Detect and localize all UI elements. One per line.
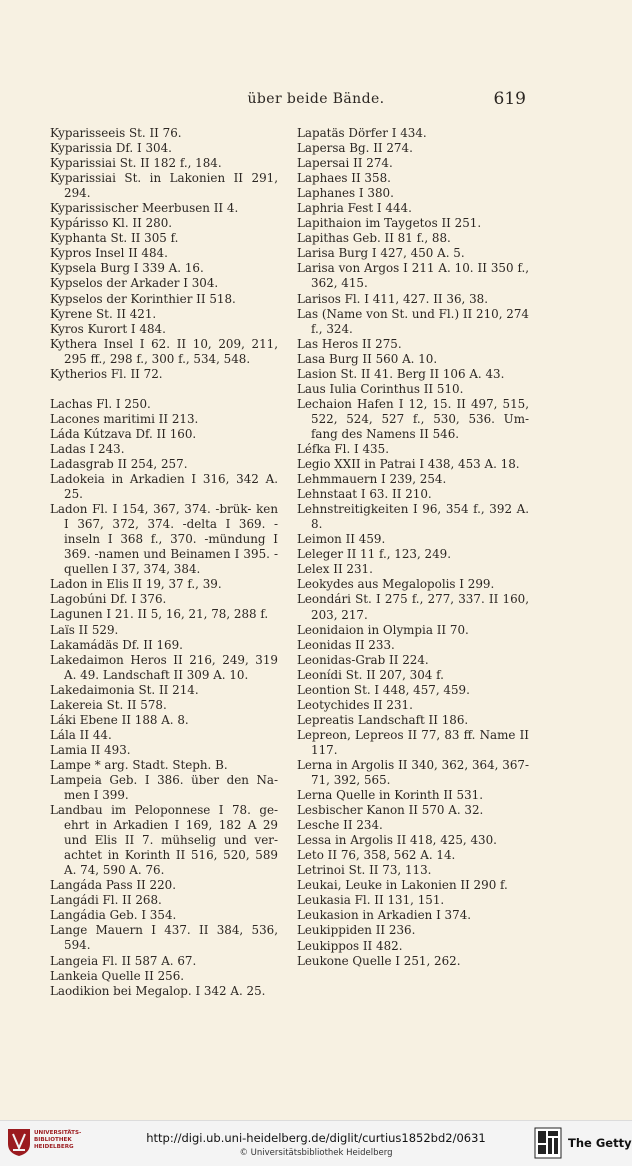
index-entry: Lagunen I 21. II 5, 16, 21, 78, 288 f. bbox=[50, 607, 269, 622]
index-entry: Leonidas-Grab II 224. bbox=[297, 652, 429, 667]
index-entry: Las Heros II 275. bbox=[297, 336, 402, 351]
index-entry: Leukasion in Arkadien I 374. bbox=[297, 908, 472, 923]
index-entry: Kypselos der Korinthier II 518. bbox=[50, 291, 236, 306]
index-entry: Lampe * arg. Stadt. Steph. B. bbox=[50, 757, 228, 772]
index-entry: Lehnstreitigkeiten I 96, 354 f., 392 A. 8. bbox=[297, 502, 529, 532]
index-entry: Leleger II 11 f., 123, 249. bbox=[297, 547, 452, 562]
index-entry: Lelex II 231. bbox=[297, 562, 373, 577]
index-entry: Langáda Pass II 220. bbox=[50, 878, 177, 893]
index-entry: Lakamádäs Df. II 169. bbox=[50, 637, 183, 652]
index-entry: Lapithaion im Taygetos II 251. bbox=[297, 216, 482, 231]
index-entry: Langeia Fl. II 587 A. 67. bbox=[50, 953, 197, 968]
library-name-line: HEIDELBERG bbox=[34, 1144, 74, 1150]
index-entry: Kyparissiai St. II 182 f., 184. bbox=[50, 156, 222, 171]
index-entry: Lesbischer Kanon II 570 A. 32. bbox=[297, 803, 484, 818]
index-entry: Lamia II 493. bbox=[50, 742, 131, 757]
section-gap bbox=[50, 382, 278, 397]
index-entry: Laphria Fest I 444. bbox=[297, 201, 412, 216]
index-entry: Landbau im Peloponnese I 78. ge- ehrt in Arkadien I 169, 182 A 29 und Elis II 7. mühselig und ver- achtet in Korinth II 516, 520, 589 A. 74, 590 A. 76. bbox=[50, 803, 278, 878]
index-entry: Lampeia Geb. I 386. über den Na- men I 399. bbox=[50, 772, 278, 803]
index-entry: Lesche II 234. bbox=[297, 818, 383, 833]
index-entry: Leonidas II 233. bbox=[297, 637, 395, 652]
index-entry: Léfka Fl. I 435. bbox=[297, 441, 389, 456]
index-entry: Lechaion Hafen I 12, 15. II 497, 515, 522, 524, 527 f., 530, 536. Um- fang des Namens II 546. bbox=[297, 396, 529, 441]
index-entry: Lerna in Argolis II 340, 362, 364, 367-71, 392, 565. bbox=[297, 757, 529, 788]
index-entry: Lapersa Bg. II 274. bbox=[297, 141, 413, 156]
index-entry: Lála II 44. bbox=[50, 727, 112, 742]
library-name-line: BIBLIOTHEK bbox=[34, 1137, 72, 1143]
index-entry: Lapatäs Dörfer I 434. bbox=[297, 126, 427, 140]
index-entry: Lapersai II 274. bbox=[297, 156, 393, 171]
index-entry: Larisos Fl. I 411, 427. II 36, 38. bbox=[297, 291, 488, 306]
index-entry: Lachas Fl. I 250. bbox=[50, 396, 151, 411]
index-column-right bbox=[297, 126, 529, 969]
index-entry: Leukone Quelle I 251, 262. bbox=[297, 953, 461, 968]
index-entry: Leukasia Fl. II 131, 151. bbox=[297, 893, 445, 908]
index-entry: Láda Kútzava Df. II 160. bbox=[50, 426, 197, 441]
index-entry: Laïs II 529. bbox=[50, 622, 119, 637]
index-entry: Leontion St. I 448, 457, 459. bbox=[297, 682, 470, 697]
index-entry: Kyparissia Df. I 304. bbox=[50, 141, 172, 156]
index-entry: Leukippos II 482. bbox=[297, 938, 403, 953]
index-entry: Ladasgrab II 254, 257. bbox=[50, 456, 188, 471]
index-entry: Laus Iulia Corinthus II 510. bbox=[297, 381, 464, 396]
index-entry: Lepreon, Lepreos II 77, 83 ff. Name II 117. bbox=[297, 727, 529, 757]
index-entry: Kypros Insel II 484. bbox=[50, 246, 168, 261]
index-entry: Kyrene St. II 421. bbox=[50, 306, 157, 321]
index-entry: Leto II 76, 358, 562 A. 14. bbox=[297, 848, 456, 863]
index-entry: Laphaes II 358. bbox=[297, 171, 391, 186]
index-entry: Ladas I 243. bbox=[50, 441, 125, 456]
index-entry: Kyphanta St. II 305 f. bbox=[50, 231, 179, 246]
getty-logo-icon bbox=[534, 1127, 562, 1159]
index-entry: Lepreatis Landschaft II 186. bbox=[297, 712, 469, 727]
index-entry: Lankeia Quelle II 256. bbox=[50, 968, 185, 983]
index-entry: Leonidaion in Olympia II 70. bbox=[297, 622, 469, 637]
index-entry: Lasa Burg II 560 A. 10. bbox=[297, 351, 438, 366]
index-entry: Lakedaimon Heros II 216, 249, 319 A. 49. Landschaft II 309 A. 10. bbox=[50, 652, 278, 682]
viewer-footer bbox=[0, 1120, 632, 1166]
index-entry: Lakedaimonia St. II 214. bbox=[50, 682, 199, 697]
index-entry: Ladokeia in Arkadien I 316, 342 A. 25. bbox=[50, 472, 278, 502]
index-entry: Lasion St. II 41. Berg II 106 A. 43. bbox=[297, 366, 505, 381]
index-entry: Leukai, Leuke in Lakonien II 290 f. bbox=[297, 878, 508, 893]
index-column-left bbox=[50, 126, 278, 999]
index-entry: Kypárisso Kl. II 280. bbox=[50, 216, 173, 231]
index-entry: Las (Name von St. und Fl.) II 210, 274 f., 324. bbox=[297, 306, 529, 336]
index-entry: Kyparissischer Meerbusen II 4. bbox=[50, 201, 239, 216]
index-entry: Langádia Geb. I 354. bbox=[50, 908, 177, 923]
index-entry: Kypsela Burg I 339 A. 16. bbox=[50, 261, 204, 276]
index-entry: Leimon II 459. bbox=[297, 532, 386, 547]
index-entry: Larisa von Argos I 211 A. 10. II 350 f., 362, 415. bbox=[297, 261, 529, 291]
index-entry: Láki Ebene II 188 A. 8. bbox=[50, 712, 189, 727]
index-entry: Larisa Burg I 427, 450 A. 5. bbox=[297, 246, 465, 261]
index-entry: Lessa in Argolis II 418, 425, 430. bbox=[297, 833, 497, 848]
index-entry: Lerna Quelle in Korinth II 531. bbox=[297, 788, 483, 803]
index-entry: Legio XXII in Patrai I 438, 453 A. 18. bbox=[297, 457, 520, 472]
page-number: 619 bbox=[493, 89, 526, 109]
permalink-url[interactable]: http://digi.ub.uni-heidelberg.de/diglit/curtius1852bd2/0631 bbox=[146, 1131, 486, 1145]
index-entry: Lakereia St. II 578. bbox=[50, 697, 167, 712]
index-entry: Lehnstaat I 63. II 210. bbox=[297, 487, 432, 502]
index-entry: Leokydes aus Megalopolis I 299. bbox=[297, 577, 495, 592]
index-entry: Lacones maritimi II 213. bbox=[50, 411, 199, 426]
index-entry: Ladon in Elis II 19, 37 f., 39. bbox=[50, 577, 222, 592]
copyright-notice: © Universitätsbibliothek Heidelberg bbox=[239, 1148, 393, 1158]
index-entry: Kythera Insel I 62. II 10, 209, 211, 295 ff., 298 f., 300 f., 534, 548. bbox=[50, 336, 278, 366]
index-entry: Laphanes I 380. bbox=[297, 186, 394, 201]
index-entry: Kyparissiai St. in Lakonien II 291, 294. bbox=[50, 171, 278, 201]
index-entry: Ladon Fl. I 154, 367, 374. -brük- ken I 367, 372, 374. -delta I 369. -inseln I 368 f., 370. -mündung I 369. -namen und Beinamen I 395. -quellen I 37, 374, 384. bbox=[50, 502, 278, 577]
index-entry: Kyparisseeis St. II 76. bbox=[50, 126, 182, 140]
index-entry: Leukippiden II 236. bbox=[297, 923, 416, 938]
index-entry: Kypselos der Arkader I 304. bbox=[50, 276, 219, 291]
index-entry: Kyros Kurort I 484. bbox=[50, 321, 166, 336]
index-entry: Kytherios Fl. II 72. bbox=[50, 366, 163, 381]
index-entry: Lapithas Geb. II 81 f., 88. bbox=[297, 231, 451, 246]
index-entry: Leotychides II 231. bbox=[297, 697, 413, 712]
index-entry: Lehmmauern I 239, 254. bbox=[297, 472, 447, 487]
getty-label[interactable]: The Getty bbox=[568, 1136, 632, 1150]
index-entry: Leondári St. I 275 f., 277, 337. II 160, 203, 217. bbox=[297, 592, 529, 622]
index-entry: Laodikion bei Megalop. I 342 A. 25. bbox=[50, 983, 266, 998]
index-entry: Letrinoi St. II 73, 113. bbox=[297, 863, 432, 878]
index-entry: Lagobúni Df. I 376. bbox=[50, 592, 167, 607]
library-name-line: UNIVERSITÄTS- bbox=[34, 1130, 82, 1136]
index-entry: Langádi Fl. II 268. bbox=[50, 893, 162, 908]
index-entry: Lange Mauern I 437. II 384, 536, 594. bbox=[50, 923, 278, 953]
running-head-title: über beide Bände. bbox=[247, 91, 385, 107]
running-head bbox=[0, 91, 632, 111]
index-entry: Leonídi St. II 207, 304 f. bbox=[297, 667, 444, 682]
